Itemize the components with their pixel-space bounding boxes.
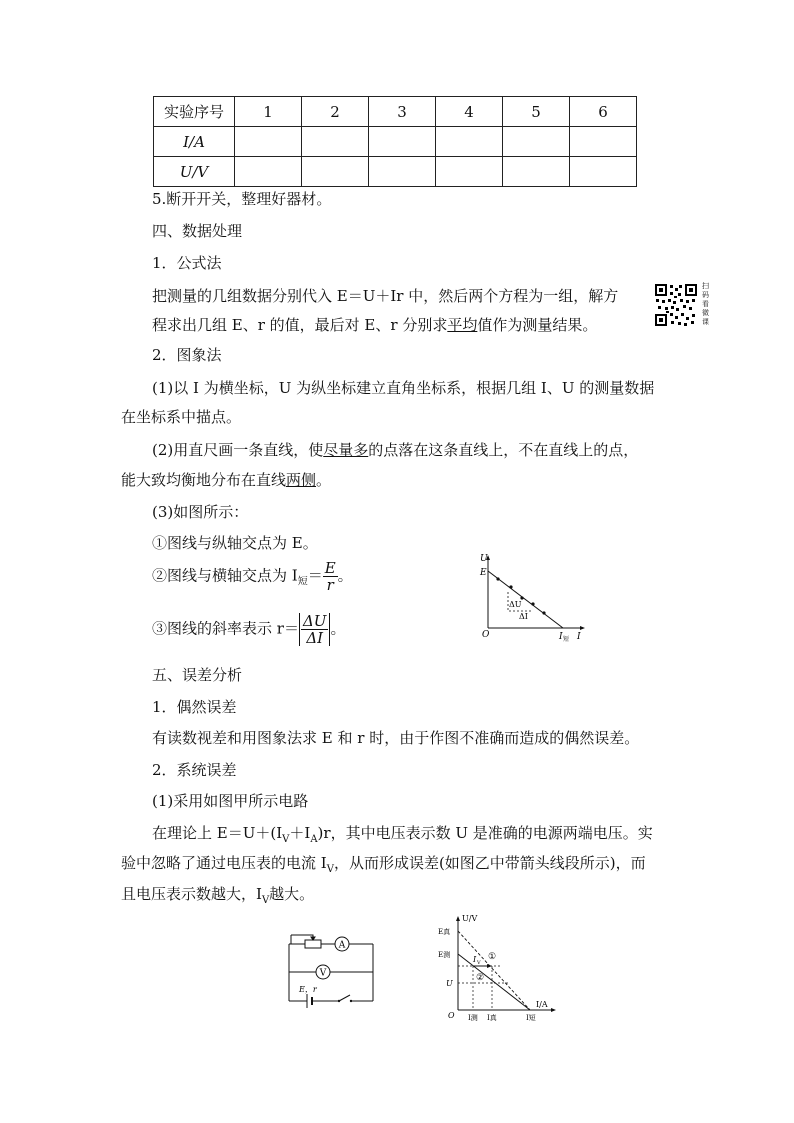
method-2-point-2-line-2	[121, 470, 331, 490]
underlined-text: 两侧	[286, 471, 317, 489]
table-cell	[503, 157, 570, 187]
error-2-subtitle: (1)采用如图甲所示电路	[152, 792, 309, 810]
conclusion-2	[152, 560, 353, 593]
ui-graph-figure	[478, 552, 588, 644]
table-header-cell: 6	[570, 97, 637, 127]
voltmeter-label: V	[319, 968, 327, 979]
x-axis-arrow	[580, 626, 585, 630]
text-span: 且电压表示数越大，I	[121, 885, 262, 903]
text-span: 验中忽略了通过电压表的电流 I	[121, 854, 327, 872]
table-cell	[235, 157, 302, 187]
table-header-row	[154, 97, 637, 127]
text-span: 的点落在这条直线上，不在直线上的点，	[368, 441, 639, 459]
table-cell	[369, 127, 436, 157]
table-cell	[235, 127, 302, 157]
text-span: )r，其中电压表示数 U 是准确的电源两端电压。实	[317, 824, 653, 842]
graph1-label-isc-sub: 短	[563, 636, 570, 643]
graph2-label-origin: O	[448, 1011, 455, 1020]
table-row	[154, 127, 637, 157]
absolute-value	[299, 613, 330, 646]
graph2-label-i-true: I真	[487, 1014, 497, 1022]
text-span: ＝	[307, 566, 323, 585]
graph2-label-iv: I	[473, 955, 477, 964]
graph2-label-ia: I/A	[536, 1000, 548, 1009]
table-header-cell: 5	[503, 97, 570, 127]
y-axis-arrow	[456, 916, 460, 921]
numerator: ΔU	[302, 612, 327, 630]
graph1-label-e: E	[480, 568, 487, 578]
underlined-text: 平均	[447, 316, 478, 334]
text-span: (2)用直尺画一条直线，使	[152, 441, 324, 459]
graph2-label-e-true: E真	[438, 928, 451, 936]
x-axis-arrow	[551, 1008, 556, 1012]
graph2-label-iv-sub: V	[477, 960, 481, 966]
data-point	[509, 585, 512, 588]
table-cell	[369, 157, 436, 187]
graph1-label-origin: O	[482, 630, 490, 640]
error-1-text: 有读数视差和用图象法求 E 和 r 时，由于作图不准确而造成的偶然误差。	[152, 729, 640, 747]
method-2-title: 2．图象法	[152, 346, 222, 364]
fraction	[301, 613, 328, 646]
subscript: V	[282, 834, 290, 845]
true-line	[458, 931, 530, 1010]
conclusion-1: ①图线与纵轴交点为 E。	[152, 534, 318, 552]
method-1-line-2	[152, 315, 597, 335]
underlined-text: 尽量多	[323, 441, 369, 459]
graph2-label-i-meas: I测	[468, 1014, 478, 1022]
method-1-line-1: 把测量的几组数据分别代入 E＝U＋Ir 中，然后两个方程为一组，解方	[152, 287, 619, 305]
error-graph-figure	[430, 912, 560, 1024]
text-span: 。	[337, 566, 353, 585]
table-header-cell: 1	[235, 97, 302, 127]
rheostat	[305, 940, 321, 948]
row-label-current: I/A	[154, 127, 235, 157]
error-2-title: 2．系统误差	[152, 761, 237, 779]
text-span: 越大。	[269, 885, 315, 903]
method-2-point-1-line-1: (1)以 I 为横坐标，U 为纵坐标建立直角坐标系，根据几组 I、U 的测量数据	[152, 379, 655, 397]
table-cell	[302, 127, 369, 157]
table-cell	[503, 127, 570, 157]
circuit-diagram	[283, 928, 378, 1013]
graph2-label-line-1: ①	[488, 952, 497, 962]
graph1-label-i: I	[577, 632, 581, 642]
fraction	[323, 560, 338, 593]
section-4-heading: 四、数据处理	[152, 222, 243, 240]
graph1-label-u: U	[480, 554, 488, 564]
text-span: 能大致均衡地分布在直线	[121, 471, 287, 489]
row-label-voltage: U/V	[154, 157, 235, 187]
table-cell	[436, 157, 503, 187]
table-cell	[570, 127, 637, 157]
graph2-label-line-2: ②	[476, 973, 485, 983]
graph2-label-uv: U/V	[462, 914, 478, 923]
text-span: ②图线与横轴交点为 I	[152, 566, 298, 585]
qr-code-icon	[654, 283, 698, 327]
table-cell	[302, 157, 369, 187]
table-header-cell: 实验序号	[154, 97, 235, 127]
measured-line	[458, 954, 530, 1010]
emf-label: E，r	[299, 985, 317, 994]
numerator: E	[324, 559, 336, 577]
error-2-line-2	[121, 853, 646, 880]
graph1-label-delta-u: ΔU	[509, 600, 522, 609]
qr-caption: 扫码看微课	[702, 282, 709, 326]
iv-arrowhead	[487, 964, 492, 968]
error-2-line-1	[152, 823, 653, 850]
text-span: ，从而形成误差(如图乙中带箭头线段所示)，而	[333, 854, 646, 872]
method-2-point-1-line-2: 在坐标系中描点。	[121, 408, 242, 426]
text-span: ③图线的斜率表示 r＝	[152, 619, 299, 638]
text-span: 。	[316, 471, 332, 489]
text-span: ＋I	[289, 824, 311, 842]
qr-code-block[interactable]	[654, 282, 710, 328]
method-1-title: 1．公式法	[152, 254, 222, 272]
table-header-cell: 2	[302, 97, 369, 127]
table-header-cell: 4	[436, 97, 503, 127]
graph1-label-isc: I	[559, 632, 563, 642]
graph2-label-i-sc: I短	[526, 1014, 536, 1022]
subscript: 短	[297, 576, 308, 588]
table-cell	[570, 157, 637, 187]
method-2-point-2-line-1	[152, 440, 638, 460]
subscript: V	[326, 864, 334, 875]
section-5-heading: 五、误差分析	[152, 666, 243, 684]
text-span: 程求出几组 E、r 的值，最后对 E、r 分别求	[152, 316, 448, 334]
table-row	[154, 157, 637, 187]
graph1-label-delta-i: ΔI	[519, 612, 528, 621]
text-span: 。	[330, 619, 346, 638]
graph2-label-u: U	[446, 979, 453, 988]
subscript: A	[310, 834, 318, 845]
data-point	[496, 577, 499, 580]
subscript: V	[261, 895, 270, 906]
data-table	[153, 96, 637, 187]
switch	[339, 995, 350, 1001]
method-2-point-3: (3)如图所示：	[152, 503, 249, 521]
data-point	[542, 611, 545, 614]
table-cell	[436, 127, 503, 157]
text-span: 值作为测量结果。	[477, 316, 598, 334]
graph2-label-e-meas: E测	[438, 951, 451, 959]
error-2-line-3	[121, 884, 314, 911]
table-header-cell: 3	[369, 97, 436, 127]
denominator: r	[326, 576, 334, 594]
denominator: ΔI	[306, 629, 324, 647]
conclusion-3	[152, 613, 345, 646]
ammeter-label: A	[338, 940, 346, 951]
error-1-title: 1．偶然误差	[152, 698, 237, 716]
text-span: 在理论上 E＝U＋(I	[152, 824, 283, 842]
data-point	[531, 602, 534, 605]
step-5-text: 5.断开开关，整理好器材。	[152, 190, 332, 208]
